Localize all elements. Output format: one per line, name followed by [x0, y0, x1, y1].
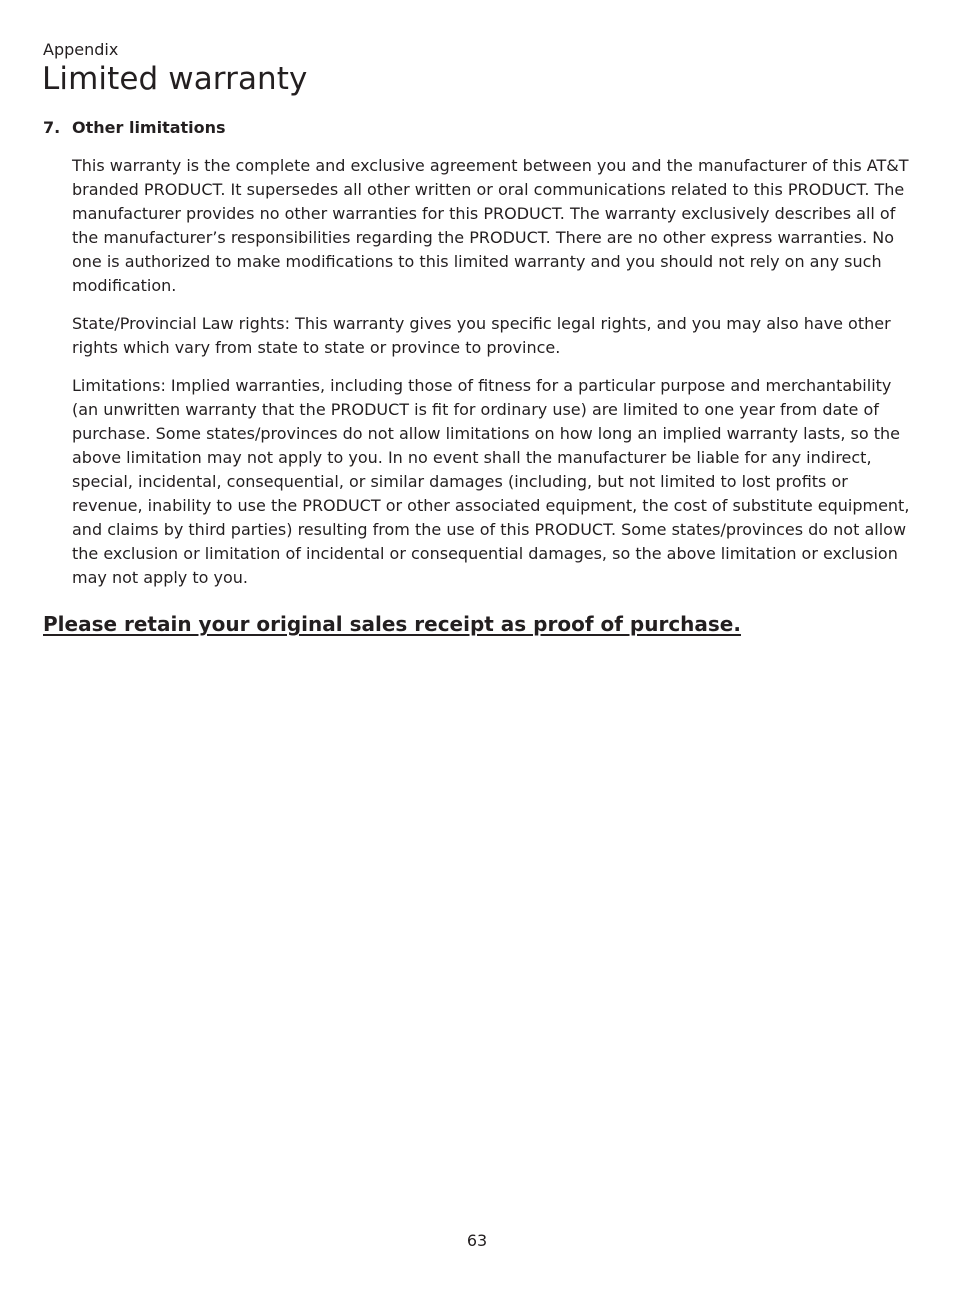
page-number: 63: [466, 1231, 488, 1250]
section-label: Appendix: [43, 40, 119, 59]
paragraph-law-rights: State/Provincial Law rights: This warranty gives you specific legal rights, and you may also have other rights which vary from state to state or province to province.: [72, 314, 891, 357]
item-number: 7.: [43, 118, 61, 137]
item-heading-text: Other limitations: [72, 118, 226, 137]
item-heading: [43, 117, 226, 139]
paragraph-agreement: This warranty is the complete and exclusive agreement between you and the manufacturer of this AT&T branded PRODUCT. It supersedes all other written or oral communications related to this PRODUCT. The manufacturer provides no other warranties for this PRODUCT. The warranty exclusively describes all of the manufacturer’s responsibilities regarding the PRODUCT. There are no other express warranties. No one is authorized to make modifications to this limited warranty and you should not rely on any such modification.: [72, 156, 909, 295]
page-title: Limited warranty: [42, 61, 308, 97]
paragraph-limitations: Limitations: Implied warranties, including those of fitness for a particular purpose and merchantability (an unwritten warranty that the PRODUCT is fit for ordinary use) are limited to one year from date of purchase. Some states/provinces do not allow limitations on how long an implied warranty lasts, so the above limitation may not apply to you. In no event shall the manufacturer be liable for any indirect, special, incidental, consequential, or similar damages (including, but not limited to lost profits or revenue, inability to use the PRODUCT or other associated equipment, the cost of substitute equipment, and claims by third parties) resulting from the use of this PRODUCT. Some states/provinces do not allow the exclusion or limitation of incidental or consequential damages, so the above limitation or exclusion may not apply to you.: [72, 376, 910, 587]
body-text: [72, 154, 922, 604]
receipt-notice: Please retain your original sales receipt as proof of purchase.: [43, 612, 741, 636]
